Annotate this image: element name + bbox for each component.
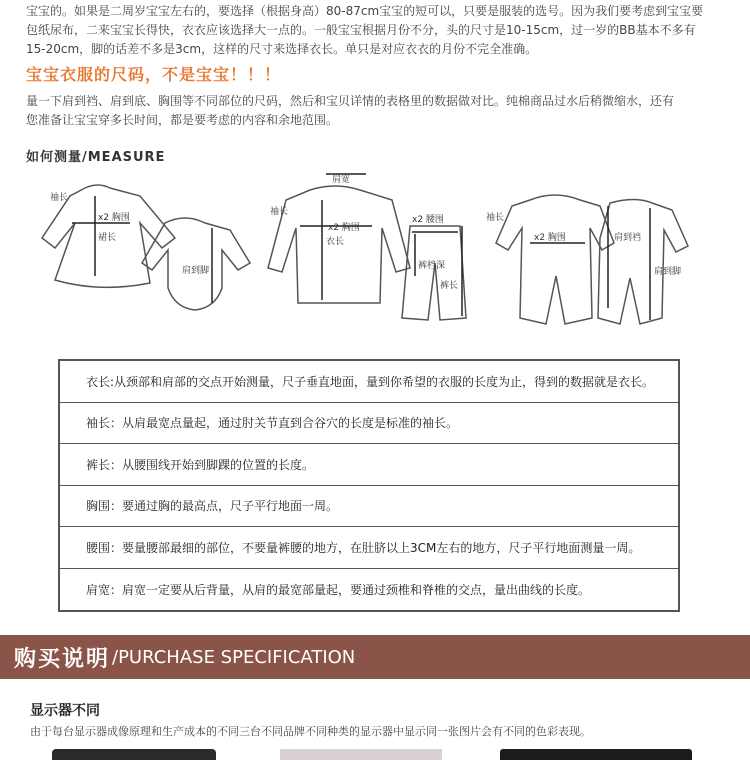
intro-line: 宝宝的。如果是二周岁宝宝左右的，要选择（根据身高）80-87cm宝宝的短可以，只要是服装的选号。因为我们要考虑到宝宝要 — [26, 4, 704, 18]
definition-row: 裤长：从腰围线开始到脚踝的位置的长度。 — [60, 444, 678, 486]
label-pants-length: 裤长 — [440, 281, 459, 291]
romper-back-outline — [598, 200, 688, 325]
measure-illustrations — [0, 168, 750, 338]
label-sleeve-3: 袖长 — [486, 213, 505, 223]
display-title: 显示器不同 — [30, 703, 100, 719]
label-chest-2: x2 胸围 — [328, 223, 360, 233]
intro-line: 包纸尿布，二来宝宝长得快，衣衣应该选择大一点的。一般宝宝根据月份不分，头的尺寸是10-15cm，过一岁的BB基本不多有 — [26, 23, 696, 37]
monitor-image-1 — [52, 749, 216, 760]
intro-line: 15-20cm，脚的话差不多是3cm，这样的尺寸来选择衣长。单只是对应衣衣的月份不完全准确。 — [26, 42, 538, 56]
monitor-image-2 — [280, 749, 442, 760]
label-chest-3: x2 胸围 — [534, 233, 566, 243]
definition-row: 衣长:从颈部和肩部的交点开始测量，尺子垂直地面，量到你希望的衣服的长度为止，得到的数据就是衣长。 — [60, 361, 678, 403]
definition-row: 胸围：要通过胸的最高点，尺子平行地面一周。 — [60, 486, 678, 528]
label-crotch: 裤档深 — [418, 261, 446, 271]
pants-outline — [402, 226, 466, 320]
romper-outline — [496, 195, 614, 324]
label-sleeve: 袖长 — [50, 193, 69, 203]
bodysuit-outline — [142, 218, 250, 310]
label-sleeve-2: 袖长 — [270, 207, 289, 217]
label-length: 衣长 — [326, 237, 345, 247]
label-chest: x2 胸围 — [98, 213, 130, 223]
measure-diagram — [0, 168, 750, 338]
label-waist: x2 腰围 — [412, 215, 444, 225]
definition-row: 腰围：要量腰部最细的部位，不要量裤腰的地方，在肚脐以上3CM左右的地方，尺子平行地面测量一周。 — [60, 527, 678, 569]
measure-title: 如何测量/MEASURE — [26, 150, 166, 165]
monitor-image-3 — [500, 749, 692, 760]
definition-table — [58, 359, 680, 612]
purchase-banner — [0, 635, 750, 679]
label-shoulder-to-foot-2: 肩到脚 — [654, 267, 682, 277]
label-shoulder-to-foot: 肩到脚 — [182, 266, 210, 276]
size-line: 您准备让宝宝穿多长时间，都是要考虑的内容和余地范围。 — [26, 113, 339, 127]
intro-text — [26, 2, 726, 59]
label-shoulder-to-crotch: 肩到裆 — [614, 233, 642, 243]
label-shoulder-width: 肩宽 — [332, 175, 351, 185]
size-heading: 宝宝衣服的尺码，不是宝宝！！！ — [26, 65, 282, 84]
banner-title-en: /PURCHASE SPECIFICATION — [112, 646, 356, 668]
label-skirt-length: 裙长 — [98, 233, 117, 243]
size-line: 量一下肩到裆、肩到底、胸围等不同部位的尺码，然后和宝贝详情的表格里的数据做对比。纯棉商品过水后稍微缩水，还有 — [26, 94, 675, 108]
size-text — [26, 92, 726, 130]
definition-row: 肩宽：肩宽一定要从后背量，从肩的最宽部量起，要通过颈椎和脊椎的交点，量出曲线的长度。 — [86, 582, 591, 597]
display-text: 由于每台显示器成像原理和生产成本的不同三台不同品牌不同种类的显示器中显示同一张图片会有不同的色彩表现。 — [30, 725, 591, 738]
definition-row: 袖长：从肩最宽点量起，通过肘关节直到合谷穴的长度是标准的袖长。 — [60, 403, 678, 445]
banner-title-cn: 购买说明 — [14, 646, 111, 672]
